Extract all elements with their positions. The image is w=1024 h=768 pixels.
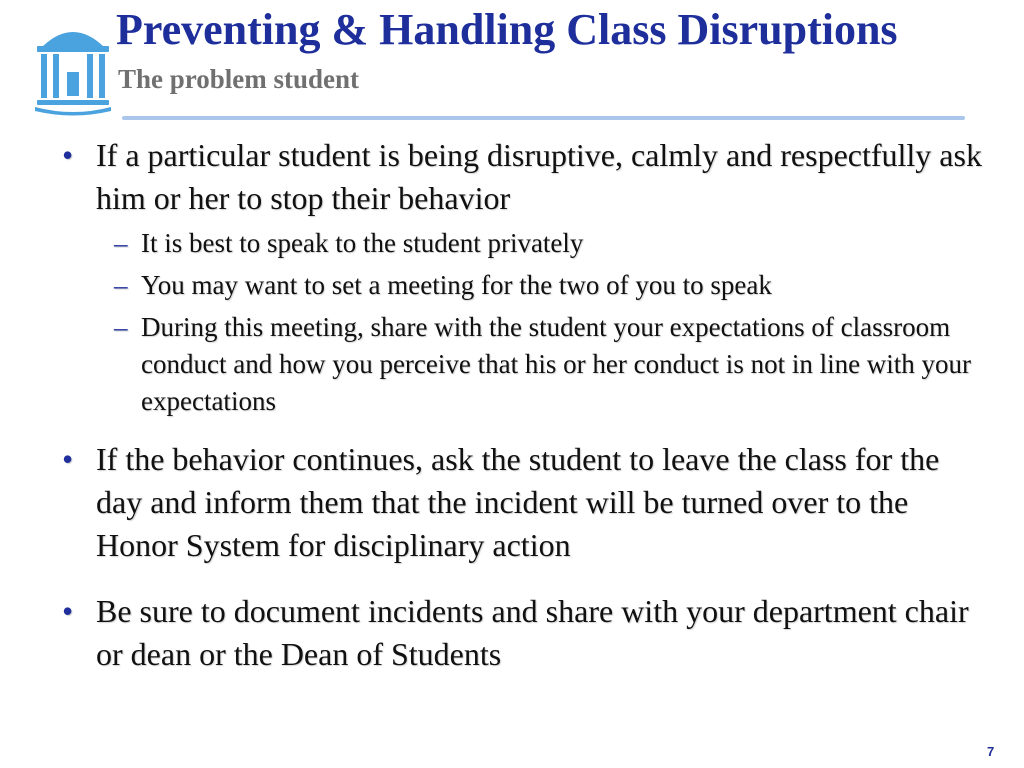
sub-bullet-text: It is best to speak to the student privately — [141, 228, 584, 258]
sub-bullet-text: During this meeting, share with the student your expectations of classroom conduct and how you perceive that his or her conduct is not in line with your expectations — [141, 312, 972, 416]
bullet-text: If the behavior continues, ask the student to leave the class for the day and inform them that the incident will be turned over to the Honor System for disciplinary action — [96, 441, 940, 563]
slide-subtitle: The problem student — [118, 64, 360, 94]
bullet-item — [62, 134, 982, 220]
page-number: 7 — [987, 744, 995, 759]
bullet-text: Be sure to document incidents and share with your department chair or dean or the Dean of Students — [96, 593, 969, 672]
sub-bullet-marker: – — [114, 270, 128, 300]
bullet-marker: • — [62, 441, 74, 477]
sub-bullet-marker: – — [114, 312, 128, 342]
bullet-item — [62, 438, 982, 567]
bullet-marker: • — [62, 593, 74, 629]
slide-title: Preventing & Handling Class Disruptions — [116, 5, 898, 54]
old-well-logo-icon — [33, 16, 113, 116]
sub-bullet-item — [62, 267, 982, 304]
bullet-text: If a particular student is being disruptive, calmly and respectfully ask him or her to stop their behavior — [96, 137, 982, 216]
title-divider — [122, 116, 965, 120]
sub-bullet-item — [62, 225, 982, 262]
sub-bullet-item — [62, 309, 982, 420]
slide-body — [62, 134, 982, 676]
sub-bullet-text: You may want to set a meeting for the two of you to speak — [141, 270, 772, 300]
bullet-marker: • — [62, 137, 74, 173]
sub-bullet-marker: – — [114, 228, 128, 258]
bullet-item — [62, 590, 982, 676]
